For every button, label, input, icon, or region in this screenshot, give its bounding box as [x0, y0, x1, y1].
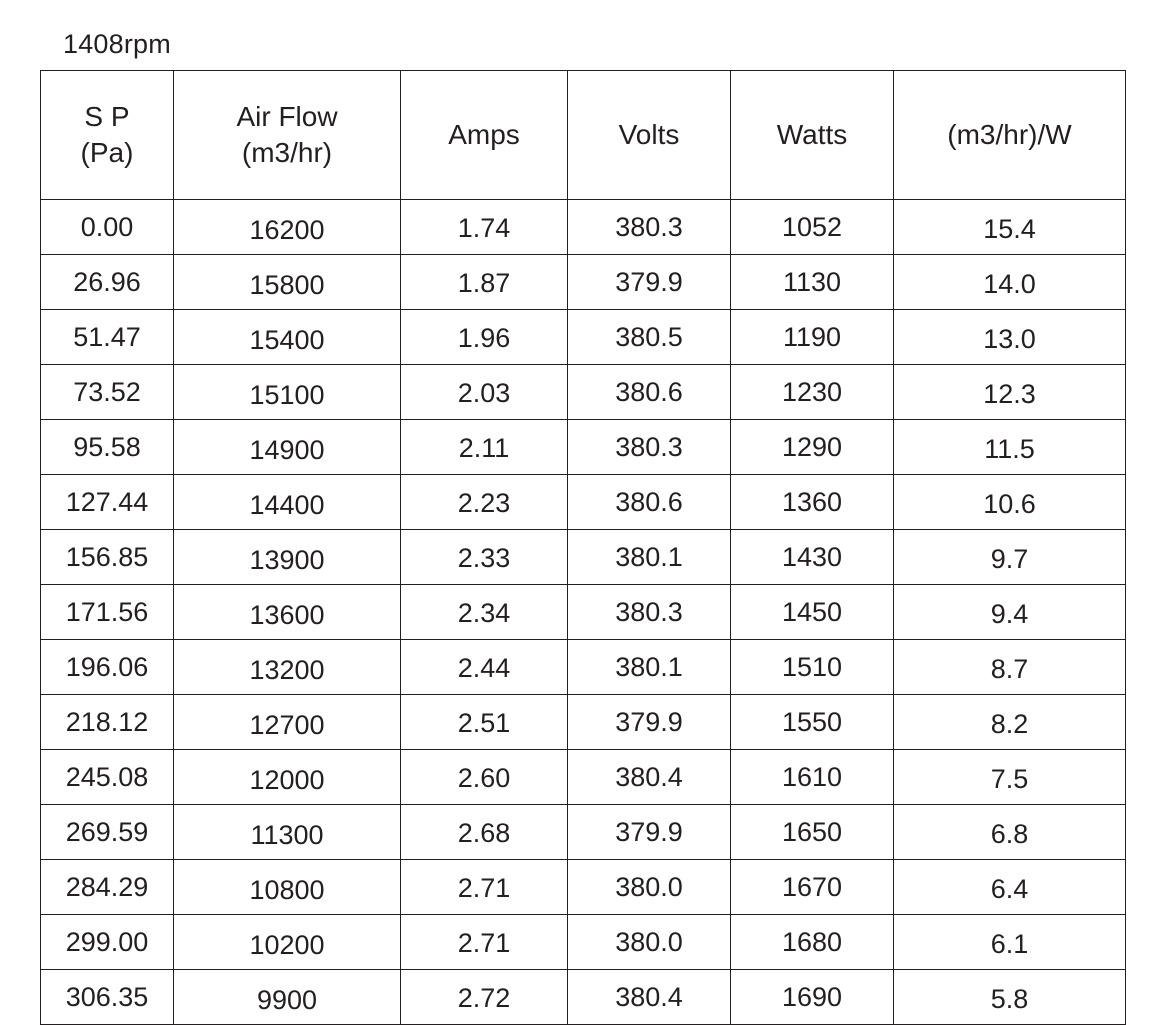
- table-cell: 2.03: [401, 365, 568, 420]
- column-header-0: [41, 71, 174, 200]
- column-header-line1: Watts: [776, 119, 848, 150]
- table-cell: 12.3: [894, 365, 1126, 420]
- table-cell: 15400: [174, 310, 401, 365]
- table-row: [41, 805, 1126, 860]
- table-body: [41, 200, 1126, 1025]
- column-header-5: [894, 71, 1126, 200]
- table-cell: 1190: [731, 310, 894, 365]
- table-row: [41, 860, 1126, 915]
- table-cell: 380.5: [568, 310, 731, 365]
- table-cell: 284.29: [41, 860, 174, 915]
- table-cell: 299.00: [41, 915, 174, 970]
- table-cell: 171.56: [41, 585, 174, 640]
- table-cell: 16200: [174, 200, 401, 255]
- table-cell: 306.35: [41, 970, 174, 1025]
- table-row: [41, 970, 1126, 1025]
- table-cell: 13.0: [894, 310, 1126, 365]
- table-cell: 1510: [731, 640, 894, 695]
- table-cell: 245.08: [41, 750, 174, 805]
- performance-table: [40, 70, 1126, 1025]
- table-cell: 379.9: [568, 255, 731, 310]
- table-cell: 1360: [731, 475, 894, 530]
- column-header-line1: S P: [84, 101, 130, 132]
- table-row: [41, 750, 1126, 805]
- table-cell: 26.96: [41, 255, 174, 310]
- column-header-line1: Air Flow: [236, 101, 338, 132]
- performance-table-container: [40, 70, 1125, 1025]
- table-cell: 380.0: [568, 915, 731, 970]
- table-cell: 2.60: [401, 750, 568, 805]
- table-cell: 13600: [174, 585, 401, 640]
- table-cell: 8.7: [894, 640, 1126, 695]
- table-cell: 380.6: [568, 475, 731, 530]
- column-header-line2: (m3/hr): [241, 137, 333, 168]
- table-cell: 1650: [731, 805, 894, 860]
- table-cell: 127.44: [41, 475, 174, 530]
- table-cell: 12700: [174, 695, 401, 750]
- table-cell: 2.33: [401, 530, 568, 585]
- table-cell: 1680: [731, 915, 894, 970]
- table-cell: 1450: [731, 585, 894, 640]
- table-cell: 2.51: [401, 695, 568, 750]
- table-cell: 73.52: [41, 365, 174, 420]
- table-cell: 380.3: [568, 420, 731, 475]
- column-header-line1: (m3/hr)/W: [947, 119, 1072, 150]
- table-cell: 2.72: [401, 970, 568, 1025]
- table-cell: 14400: [174, 475, 401, 530]
- table-cell: 12000: [174, 750, 401, 805]
- table-cell: 9900: [174, 970, 401, 1025]
- table-cell: 1670: [731, 860, 894, 915]
- table-cell: 6.1: [894, 915, 1126, 970]
- table-cell: 379.9: [568, 805, 731, 860]
- table-cell: 15100: [174, 365, 401, 420]
- table-row: [41, 915, 1126, 970]
- table-cell: 10800: [174, 860, 401, 915]
- column-header-2: [401, 71, 568, 200]
- table-cell: 1550: [731, 695, 894, 750]
- table-cell: 0.00: [41, 200, 174, 255]
- column-header-4: [731, 71, 894, 200]
- table-header-row: [41, 71, 1126, 200]
- table-cell: 380.0: [568, 860, 731, 915]
- table-row: [41, 255, 1126, 310]
- table-caption: 1408rpm: [63, 29, 171, 59]
- table-cell: 7.5: [894, 750, 1126, 805]
- table-cell: 2.68: [401, 805, 568, 860]
- table-cell: 6.8: [894, 805, 1126, 860]
- table-cell: 2.11: [401, 420, 568, 475]
- table-cell: 380.3: [568, 200, 731, 255]
- table-cell: 8.2: [894, 695, 1126, 750]
- table-cell: 14900: [174, 420, 401, 475]
- table-cell: 10200: [174, 915, 401, 970]
- table-cell: 95.58: [41, 420, 174, 475]
- table-cell: 218.12: [41, 695, 174, 750]
- column-header-line2: (Pa): [80, 137, 134, 168]
- table-cell: 1052: [731, 200, 894, 255]
- table-cell: 380.4: [568, 750, 731, 805]
- table-cell: 1610: [731, 750, 894, 805]
- table-cell: 6.4: [894, 860, 1126, 915]
- table-cell: 13900: [174, 530, 401, 585]
- table-row: [41, 530, 1126, 585]
- table-row: [41, 310, 1126, 365]
- table-row: [41, 640, 1126, 695]
- table-cell: 2.71: [401, 915, 568, 970]
- table-cell: 380.4: [568, 970, 731, 1025]
- table-cell: 11.5: [894, 420, 1126, 475]
- table-cell: 2.44: [401, 640, 568, 695]
- table-cell: 15.4: [894, 200, 1126, 255]
- table-row: [41, 475, 1126, 530]
- table-row: [41, 420, 1126, 475]
- table-cell: 1430: [731, 530, 894, 585]
- table-row: [41, 585, 1126, 640]
- table-cell: 1230: [731, 365, 894, 420]
- table-row: [41, 695, 1126, 750]
- column-header-line1: Volts: [618, 119, 680, 150]
- table-cell: 380.6: [568, 365, 731, 420]
- table-cell: 51.47: [41, 310, 174, 365]
- table-cell: 1130: [731, 255, 894, 310]
- table-cell: 2.71: [401, 860, 568, 915]
- table-cell: 379.9: [568, 695, 731, 750]
- table-cell: 1.96: [401, 310, 568, 365]
- table-cell: 14.0: [894, 255, 1126, 310]
- column-header-3: [568, 71, 731, 200]
- table-header: [41, 71, 1126, 200]
- table-cell: 1690: [731, 970, 894, 1025]
- column-header-1: [174, 71, 401, 200]
- table-cell: 380.3: [568, 585, 731, 640]
- table-cell: 9.7: [894, 530, 1126, 585]
- table-cell: 380.1: [568, 530, 731, 585]
- table-cell: 2.34: [401, 585, 568, 640]
- table-cell: 10.6: [894, 475, 1126, 530]
- table-cell: 1290: [731, 420, 894, 475]
- table-cell: 15800: [174, 255, 401, 310]
- table-cell: 2.23: [401, 475, 568, 530]
- table-cell: 5.8: [894, 970, 1126, 1025]
- table-cell: 1.87: [401, 255, 568, 310]
- table-cell: 11300: [174, 805, 401, 860]
- table-cell: 156.85: [41, 530, 174, 585]
- table-cell: 269.59: [41, 805, 174, 860]
- table-cell: 196.06: [41, 640, 174, 695]
- table-cell: 9.4: [894, 585, 1126, 640]
- table-cell: 13200: [174, 640, 401, 695]
- table-cell: 1.74: [401, 200, 568, 255]
- table-row: [41, 200, 1126, 255]
- table-cell: 380.1: [568, 640, 731, 695]
- table-row: [41, 365, 1126, 420]
- column-header-line1: Amps: [448, 119, 520, 150]
